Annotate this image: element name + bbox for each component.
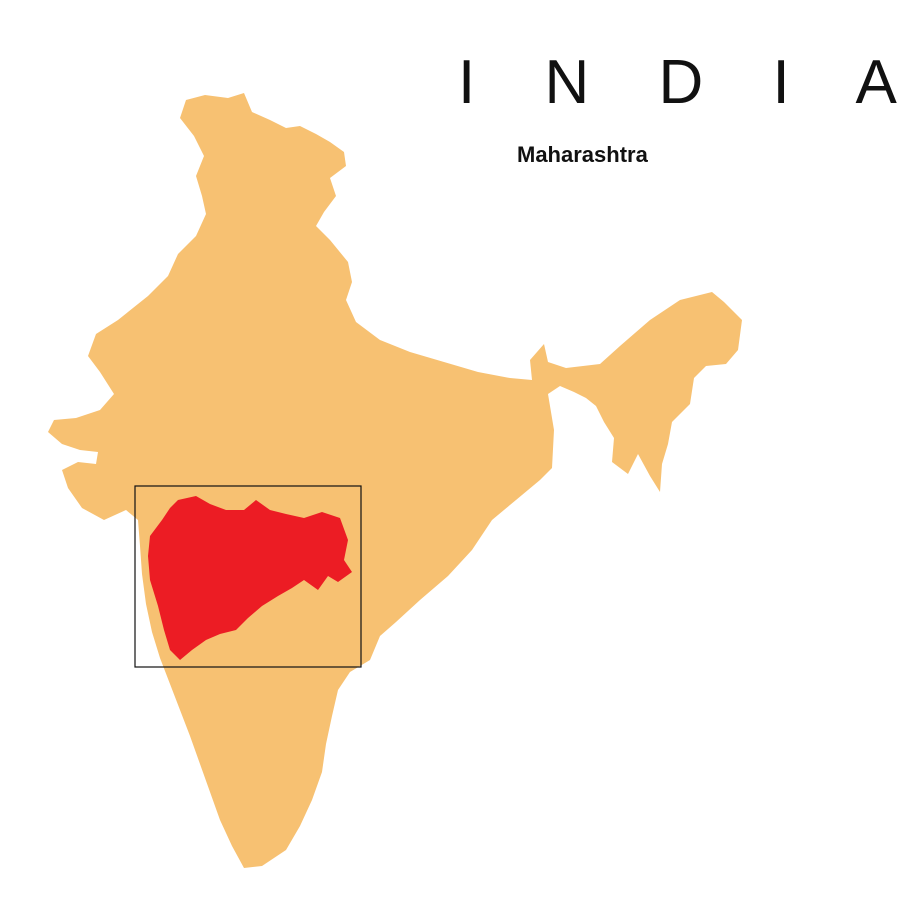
country-title: I N D I A [458,48,923,117]
india-country-shape [48,93,742,868]
state-subtitle: Maharashtra [517,142,648,167]
